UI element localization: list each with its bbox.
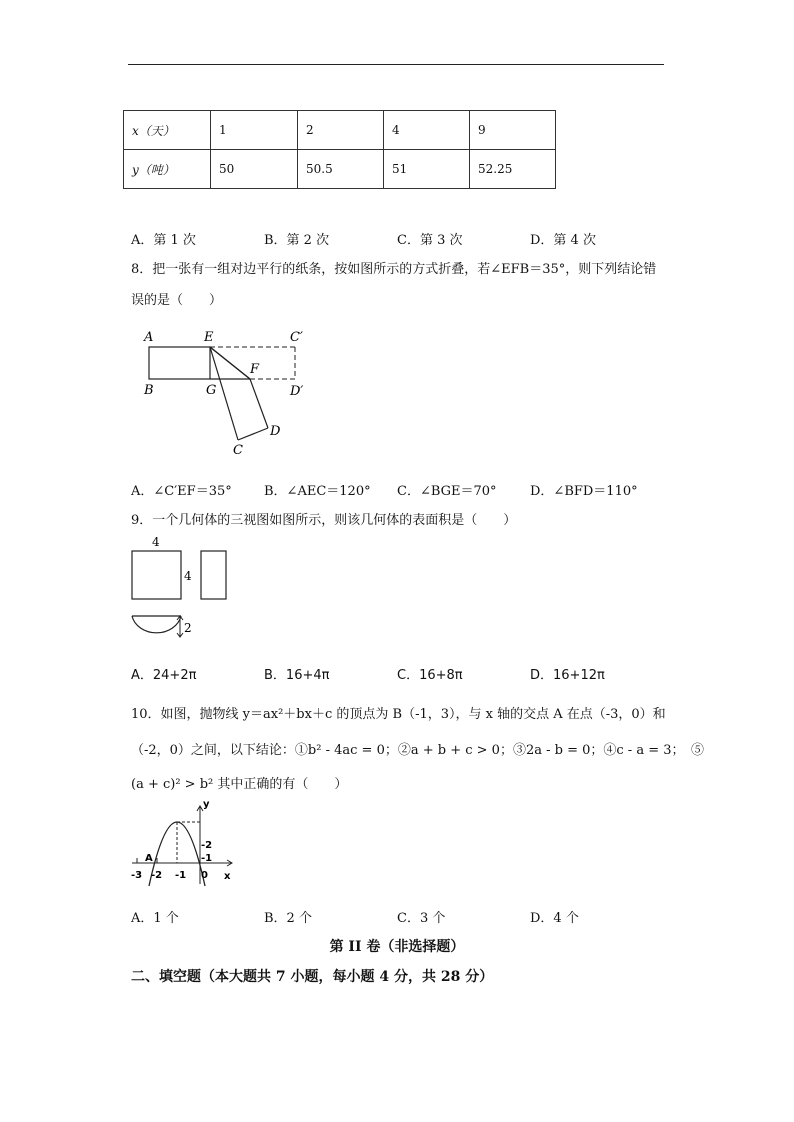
q9-option-c: C．16+8π: [397, 668, 463, 683]
q8-option-c: C．∠BGE＝70°: [397, 484, 497, 499]
q10-option-b: B．2 个: [264, 911, 312, 926]
table-cell: 50.5: [298, 150, 384, 189]
label-c-prime: C′: [290, 330, 303, 345]
table-cell: 52.25: [470, 150, 556, 189]
fold-edge-ef: [210, 347, 250, 379]
header-rule: [128, 64, 664, 65]
q10-stem-line3: (a + c)² > b² 其中正确的有（ ）: [131, 777, 348, 792]
label-e: E: [204, 330, 214, 345]
front-view: [132, 551, 181, 599]
data-table: [123, 110, 556, 189]
table-cell: 51: [384, 150, 470, 189]
q9-option-d: D．16+12π: [530, 668, 605, 683]
q10-stem-line1: 10．如图，抛物线 y＝ax²＋bx＋c 的顶点为 B（-1，3），与 x 轴的交点 A 在点（-3，0）和: [131, 707, 666, 722]
table-row: [124, 150, 556, 189]
q9-option-a: A．24+2π: [131, 668, 197, 683]
q10-stem-line2: （-2，0）之间，以下结论：①b² - 4ac = 0；②a + b + c > 0；③2a - b = 0；④c - a = 3； ⑤: [131, 743, 704, 758]
q9-stem: 9．一个几何体的三视图如图所示，则该几何体的表面积是（ ）: [131, 513, 517, 528]
q10-option-d: D．4 个: [530, 911, 579, 926]
label-minus3: -3: [131, 870, 143, 881]
table-cell: x（天）: [124, 111, 211, 150]
section-heading: 二、填空题（本大题共 7 小题，每小题 4 分，共 28 分）: [131, 969, 494, 985]
q8-stem-line1: 8．把一张有一组对边平行的纸条，按如图所示的方式折叠，若∠EFB＝35°，则下列结论错: [131, 262, 657, 277]
label-a: A: [145, 853, 153, 864]
label-d-prime: D′: [290, 384, 304, 399]
q7-option-a: A．第 1 次: [131, 233, 196, 248]
q10-option-a: A．1 个: [131, 911, 179, 926]
label-c: C: [233, 443, 243, 458]
q7-option-b: B．第 2 次: [264, 233, 330, 248]
label-d: D: [270, 424, 281, 439]
table-cell: 9: [470, 111, 556, 150]
q8-stem-line2: 误的是（ ）: [131, 293, 223, 308]
label-depth: 2: [184, 621, 192, 635]
q8-option-a: A．∠C′EF＝35°: [131, 484, 232, 499]
table-cell: 4: [384, 111, 470, 150]
q10-option-c: C．3 个: [397, 911, 446, 926]
label-two: -2: [201, 840, 213, 851]
label-f: F: [250, 362, 260, 377]
strip-rect: [149, 347, 210, 379]
table-cell: y（吨）: [124, 150, 211, 189]
q7-option-d: D．第 4 次: [530, 233, 596, 248]
q8-option-d: D．∠BFD＝110°: [530, 484, 638, 499]
q9-option-b: B．16+4π: [264, 668, 330, 683]
side-view: [201, 551, 226, 599]
top-view-arc: [132, 616, 181, 633]
label-a: A: [144, 330, 154, 345]
q10-parabola-figure: [128, 800, 238, 886]
table-row: [124, 111, 556, 150]
label-height: 4: [184, 569, 192, 583]
label-g: G: [206, 383, 217, 398]
q8-option-b: B．∠AEC＝120°: [264, 484, 371, 499]
table-cell: 1: [211, 111, 298, 150]
q7-option-c: C．第 3 次: [397, 233, 463, 248]
q9-three-views-figure: [125, 534, 245, 644]
label-b: B: [144, 383, 154, 398]
label-minus2: -2: [151, 870, 163, 881]
label-minus1: -1: [175, 870, 187, 881]
fold-edge-cd: [238, 428, 268, 440]
table-cell: 2: [298, 111, 384, 150]
label-origin: 0: [201, 870, 208, 881]
label-one: -1: [201, 853, 213, 864]
q8-fold-figure: [130, 322, 330, 462]
table-cell: 50: [211, 150, 298, 189]
fold-edge-df: [250, 379, 268, 428]
label-width: 4: [152, 535, 160, 549]
label-x: x: [224, 871, 231, 882]
section-title: 第 II 卷（非选择题）: [329, 939, 465, 955]
label-y: y: [203, 800, 210, 810]
